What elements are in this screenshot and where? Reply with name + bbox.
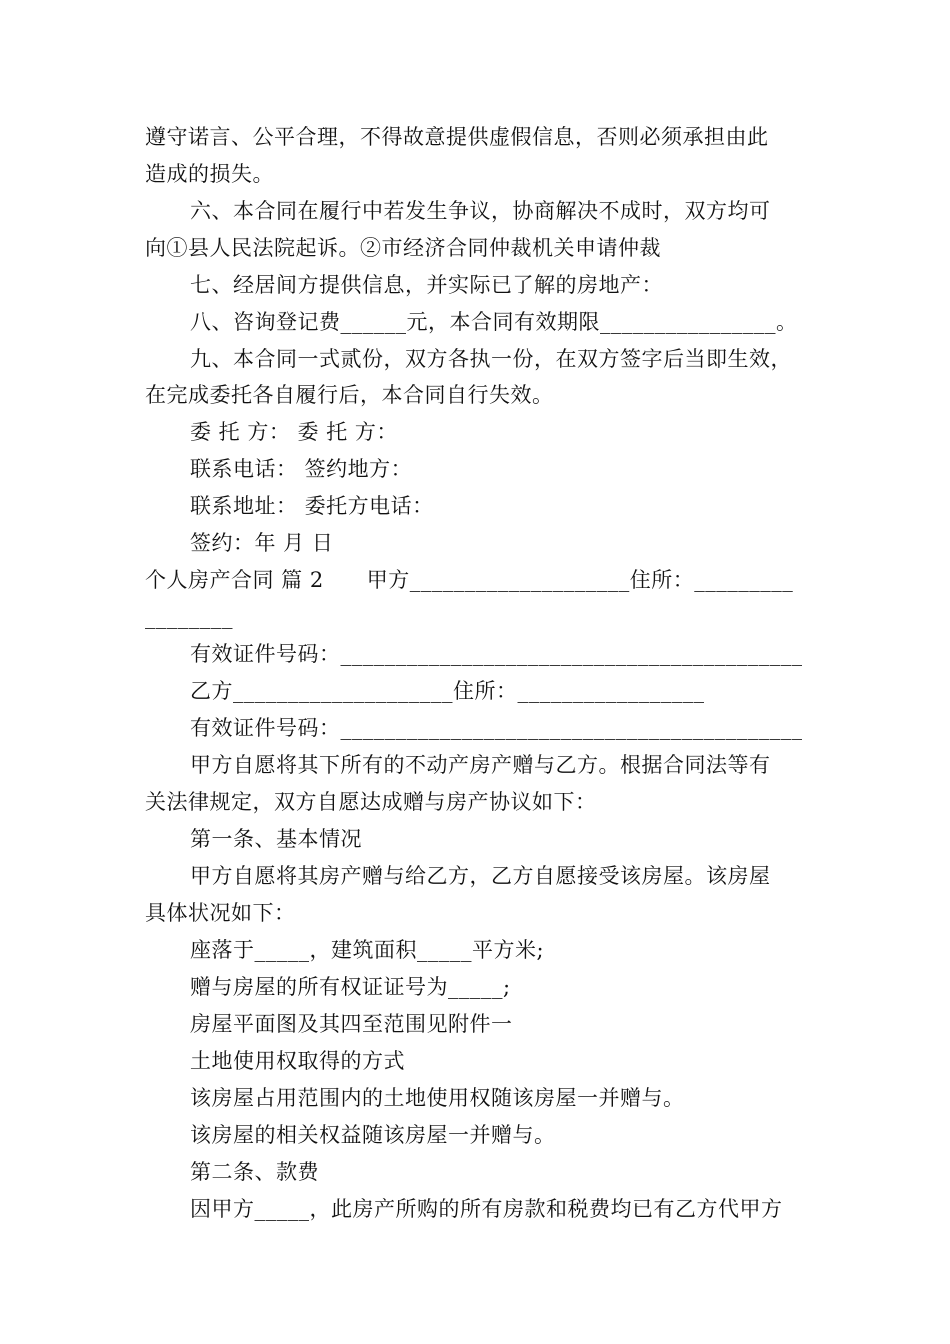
text-line: 乙方____________________住所：_________________ (190, 679, 705, 703)
text-line: 甲方自愿将其下所有的不动产房产赠与乙方。根据合同法等有 (190, 753, 771, 777)
section-heading: 个人房产合同 篇 2 甲方____________________住所：_________ (145, 568, 794, 592)
text-line: 土地使用权取得的方式 (190, 1049, 405, 1073)
text-line: 具体状况如下： (145, 901, 296, 925)
text-line: 该房屋占用范围内的土地使用权随该房屋一并赠与。 (190, 1086, 685, 1110)
text-line: 甲方自愿将其房产赠与给乙方，乙方自愿接受该房屋。该房屋 (190, 864, 771, 888)
text-line: 有效证件号码：__________________________________________ (190, 642, 803, 666)
signature-line: 签约：年 月 日 (190, 531, 334, 555)
text-line: 在完成委托各自履行后，本合同自行失效。 (145, 383, 554, 407)
text-line: 该房屋的相关权益随该房屋一并赠与。 (190, 1123, 556, 1147)
signature-line: 委 托 方： 委 托 方： (190, 420, 398, 444)
text-line: 九、本合同一式贰份，双方各执一份，在双方签字后当即生效， (190, 347, 792, 371)
signature-line: 联系地址： 委托方电话： (190, 494, 434, 518)
text-line: 因甲方_____，此房产所购的所有房款和税费均已有乙方代甲方 (190, 1197, 783, 1221)
signature-line: 联系电话： 签约地方： (190, 457, 413, 481)
text-line: 八、咨询登记费______元，本合同有效期限________________。 (190, 310, 798, 334)
text-line: 七、经居间方提供信息，并实际已了解的房地产： (190, 273, 663, 297)
text-line: 遵守诺言、公平合理，不得故意提供虚假信息，否则必须承担由此 (145, 125, 769, 149)
text-line: 有效证件号码：__________________________________________ (190, 716, 803, 740)
text-line: 六、本合同在履行中若发生争议，协商解决不成时，双方均可 (190, 199, 771, 223)
text-line: 关法律规定，双方自愿达成赠与房产协议如下： (145, 790, 597, 814)
article-heading: 第二条、款费 (190, 1160, 319, 1184)
text-line: 造成的损失。 (145, 162, 274, 186)
text-line: 座落于_____，建筑面积_____平方米; (190, 938, 545, 962)
text-line: ________ (145, 605, 233, 629)
text-line: 向①县人民法院起诉。②市经济合同仲裁机关申请仲裁 (145, 236, 661, 260)
text-line: 房屋平面图及其四至范围见附件一 (190, 1012, 513, 1036)
text-line: 赠与房屋的所有权证证号为_____; (190, 975, 511, 999)
article-heading: 第一条、基本情况 (190, 827, 362, 851)
